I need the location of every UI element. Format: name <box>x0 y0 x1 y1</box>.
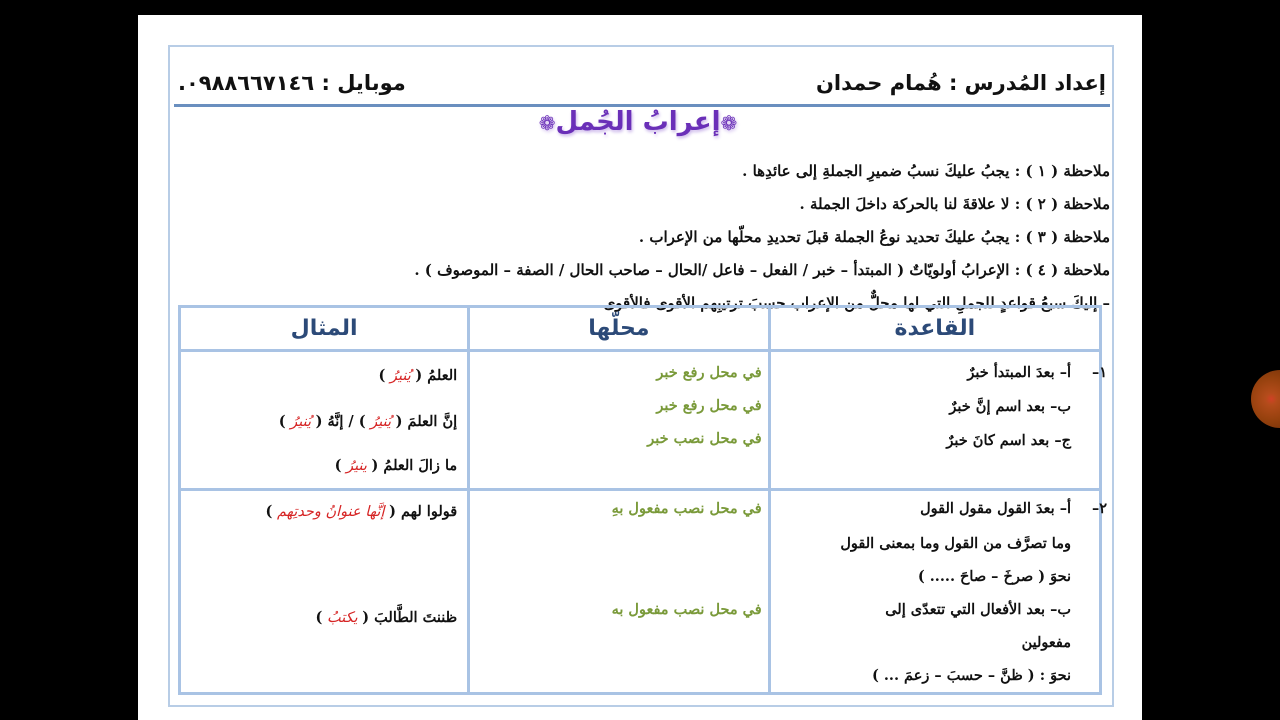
header-rule: القاعدة <box>769 307 1100 351</box>
place-line: في محل نصب خبر <box>647 430 762 447</box>
intro-line: – إليكَ سبعُ قواعدٍ للجملِ التي لها محلٌّ من الإعراب حسبَ ترتيبِهم الأقوى فالأقوى . <box>593 294 1110 312</box>
rule-line: نحوَ : ( ظنَّ – حسبَ – زعمَ ... ) <box>871 667 1071 684</box>
rule-line: نحوَ ( صرخَ – صاحَ ..... ) <box>917 568 1071 585</box>
phone-number: موبايل : ٠٩٨٨٦٦٧١٤٦. <box>178 70 406 95</box>
note-1: ملاحظة ( ١ ) : يجبُ عليكَ نسبُ ضميرِ الجملةِ إلى عائدِها . <box>742 162 1110 180</box>
place-line: في محل نصب مفعول به <box>611 601 762 618</box>
rule-line: وما تصرَّف من القول وما بمعنى القول <box>840 535 1071 552</box>
example-line: إنَّ العلمَ ( يُنيرُ ) / إنَّهُ ( يُنيرُ ) <box>278 413 458 430</box>
ornament-icon: ❁ <box>538 111 556 135</box>
example-cell <box>180 351 469 490</box>
highlighted-sentence: يُنيرُ <box>285 414 316 430</box>
floating-record-button[interactable] <box>1251 370 1280 428</box>
header-example: المثال <box>180 307 469 351</box>
place-line: في محل نصب مفعول بهِ <box>611 500 762 517</box>
highlighted-sentence: يكتبُ <box>322 610 363 626</box>
table-row <box>180 490 1101 694</box>
note-3: ملاحظة ( ٣ ) : يجبُ عليكَ تحديد نوعُ الجملة قبلَ تحديدِ محلّها من الإعراب . <box>638 228 1110 246</box>
table-header-row <box>180 307 1101 351</box>
rule-line: أ– بعدَ المبتدأ خبرٌ <box>967 364 1071 381</box>
ornament-icon: ❁ <box>720 111 738 135</box>
rule-cell <box>769 351 1107 490</box>
note-2: ملاحظة ( ٢ ) : لا علاقةَ لنا بالحركة داخلَ الجملة . <box>799 195 1110 213</box>
rules-table <box>178 305 1107 695</box>
highlighted-sentence: يُنيرُ <box>365 414 396 430</box>
place-line: في محل رفع خبر <box>656 364 762 381</box>
notes-list <box>176 155 1110 320</box>
rule-number: ١– <box>1091 364 1107 381</box>
document-page <box>138 15 1142 720</box>
rule-number: ٢– <box>1091 500 1107 517</box>
rule-line: ج– بعد اسم كانَ خبرٌ <box>946 432 1071 449</box>
rule-line: ب– بعد الأفعال التي تتعدّى إلى <box>885 601 1071 618</box>
example-line: قولوا لهم ( إنَّها عنوانُ وحدتِهم ) <box>265 503 458 520</box>
table-row <box>180 351 1101 490</box>
rule-line: مفعولين <box>1021 634 1071 651</box>
example-cell <box>180 490 469 694</box>
page-header <box>174 61 1110 107</box>
highlighted-sentence: ينيرُ <box>341 458 372 474</box>
page-title <box>518 107 758 151</box>
example-line: ظننتَ الطَّالبَ ( يكتبُ ) <box>315 609 458 626</box>
place-cell <box>469 490 770 694</box>
header-place: محلّها <box>469 307 770 351</box>
example-line: العلمُ ( يُنيرُ ) <box>378 367 458 384</box>
example-line: ما زالَ العلمُ ( ينيرُ ) <box>334 457 458 474</box>
place-cell <box>469 351 770 490</box>
teacher-name: إعداد المُدرس : هُمام حمدان <box>815 70 1106 95</box>
highlighted-sentence: إنَّها عنوانُ وحدتِهم <box>272 504 390 520</box>
rule-cell <box>769 490 1107 694</box>
highlighted-sentence: يُنيرُ <box>385 368 416 384</box>
place-line: في محل رفع خبر <box>656 397 762 414</box>
note-4: ملاحظة ( ٤ ) : الإعرابُ أولويّاتٌ ( المبتدأ – خبر / الفعل – فاعل /الحال – صاحب الحال / الصفة – الموصوف ) . <box>414 261 1110 279</box>
title-text: إعرابُ الجُمل <box>555 107 721 137</box>
rule-line: ب– بعد اسم إنَّ خبرٌ <box>949 398 1071 415</box>
rule-line: أ– بعدَ القول مقول القول <box>920 500 1071 517</box>
